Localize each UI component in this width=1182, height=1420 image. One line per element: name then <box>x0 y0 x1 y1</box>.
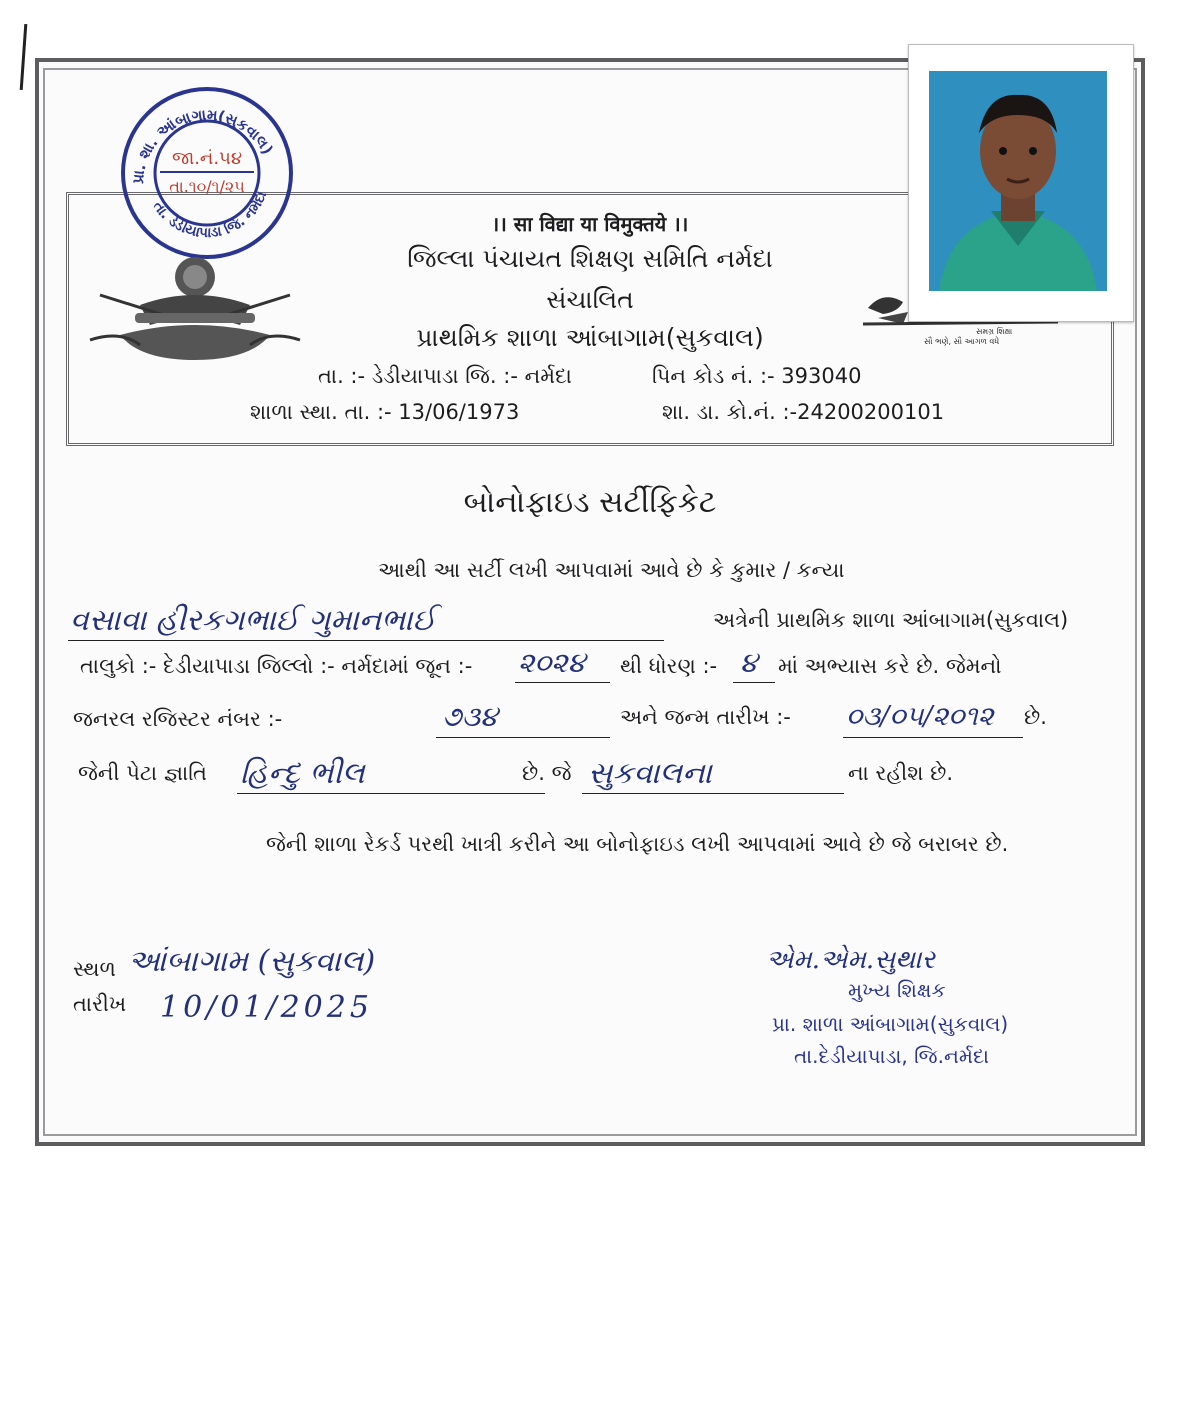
designation: મુખ્ય શિક્ષક <box>848 978 946 1002</box>
student-photo <box>908 44 1134 322</box>
dob-value: ૦૩/૦૫/૨૦૧૨ <box>846 701 994 732</box>
motto: ।। सा विद्या या विमुक्तये ।। <box>491 212 689 236</box>
village-value: સુકવાલના <box>588 756 712 791</box>
school-name: પ્રાથમિક શાળા આંબાગામ(સુકવાલ) <box>416 323 764 352</box>
school-stamp <box>118 84 296 262</box>
date-value: 10/01/2025 <box>160 990 373 1025</box>
place-label: સ્થળ <box>73 957 116 981</box>
caste-label: જેની પેટા જ્ઞાતિ <box>78 761 207 785</box>
dob-underline <box>843 737 1023 738</box>
village-underline <box>582 793 844 794</box>
committee-name: જિલ્લા પંચાયત શિક્ષણ સમિતિ નર્મદા <box>407 244 773 273</box>
village-label: છે. જે <box>522 761 572 785</box>
year-value: ૨૦૨૪ <box>518 646 586 679</box>
closing-line: જેની શાળા રેકર્ડ પરથી ખાત્રી કરીને આ બોનોફાઇડ લખી આપવામાં આવે છે જે બરાબર છે. <box>266 832 1009 856</box>
intro-line: આથી આ સર્ટી લખી આપવામાં આવે છે કે કુમાર / કન્યા <box>378 558 845 582</box>
managed-by: સંચાલિત <box>546 285 634 314</box>
caste-underline <box>237 793 545 794</box>
pin-code: પિન કોડ નં. :- 393040 <box>652 364 862 388</box>
saraswati-emblem-icon <box>80 255 310 365</box>
headmaster-signature: એમ.એમ.સુથાર <box>766 945 935 975</box>
stamp-ring-text: પ્રા. શા. આંબાગામ(સુકવાલ) <box>128 105 277 185</box>
established-date: શાળા સ્થા. તા. :- 13/06/1973 <box>250 400 520 424</box>
standard-label: થી ધોરણ :- <box>620 654 718 678</box>
taluka-line: તાલુકો :- દેડીયાપાડા જિલ્લો :- નર્મદામાં જૂન :- <box>80 654 473 678</box>
village-suffix: ના રહીશ છે. <box>848 761 954 785</box>
standard-value: ૪ <box>740 646 758 679</box>
signature-location: તા.દેડીયાપાડા, જિ.નર્મદા <box>794 1044 990 1068</box>
date-label: તારીખ <box>73 992 127 1016</box>
school-text: અત્રેની પ્રાથમિક શાળા આંબાગામ(સુકવાલ) <box>713 608 1069 632</box>
dob-suffix: છે. <box>1024 705 1047 729</box>
gr-underline <box>436 737 610 738</box>
standard-suffix: માં અભ્યાસ કરે છે. જેમનો <box>778 654 1002 678</box>
svg-text:સૌ ભણે, સૌ આગળ વધે: સૌ ભણે, સૌ આગળ વધે <box>924 337 1000 346</box>
year-underline <box>515 682 610 683</box>
gr-label: જનરલ રજિસ્ટર નંબર :- <box>73 707 283 731</box>
place-value: આંબાગામ (સુકવાલ) <box>128 944 376 979</box>
dise-code: શા. ડા. કો.નં. :-24200200101 <box>662 400 945 424</box>
stamp-date: તા.૧૦/૧/૨૫ <box>169 177 245 196</box>
gr-number: ૭૩૪ <box>442 700 498 733</box>
scan-mark <box>20 24 28 90</box>
svg-text:સમગ્ર શિક્ષા: સમગ્ર શિક્ષા <box>976 327 1013 336</box>
student-name: વસાવા હીરકગભાઈ ગુમાનભાઈ <box>70 603 436 638</box>
stamp-bottom-text: તા. ડેડીયાપાડા જિ. નર્મદા <box>149 188 271 242</box>
taluka-district: તા. :- ડેડીયાપાડા જિ. :- નર્મદા <box>318 364 572 388</box>
name-underline <box>68 640 664 641</box>
signature-school: પ્રા. શાળા આંબાગામ(સુકવાલ) <box>772 1012 1009 1036</box>
certificate-title: બોનોફાઇડ સર્ટીફિકેટ <box>463 485 717 520</box>
dob-label: અને જન્મ તારીખ :- <box>620 705 791 729</box>
caste-value: હિન્દુ ભીલ <box>240 756 365 791</box>
standard-underline <box>733 682 775 683</box>
student-portrait-icon <box>929 71 1107 291</box>
stamp-number: જા.નં.૫૪ <box>171 148 243 169</box>
